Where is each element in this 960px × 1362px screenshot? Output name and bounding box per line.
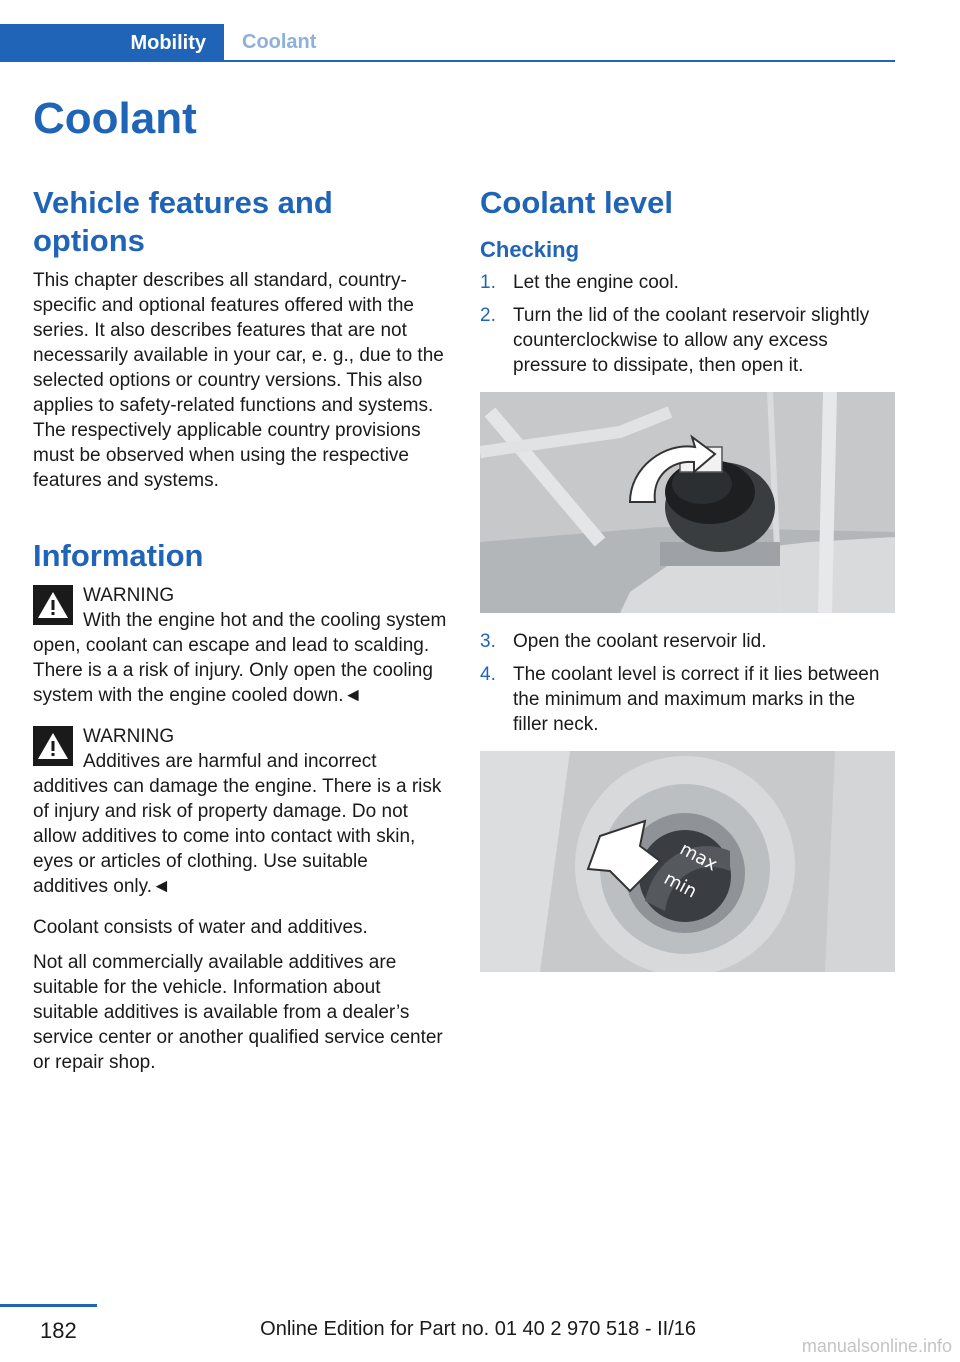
steps-list-a <box>480 270 895 378</box>
warning-text: With the engine hot and the cooling system open, coolant can escape and lead to scalding. There is a a risk of injury. Only open the cooling system with the engine cooled down.◄ <box>33 610 447 706</box>
warning-block <box>33 583 448 708</box>
filler-neck-figure <box>480 751 895 972</box>
warning-block <box>33 724 448 899</box>
section-title-vehicle-features: Vehicle features and options <box>33 185 333 258</box>
step-text: Turn the lid of the coolant reservoir slightly counterclockwise to allow any excess pressure to dissipate, then open it. <box>513 305 870 376</box>
step-number: 4. <box>480 664 496 685</box>
warning-title: WARNING <box>83 585 175 606</box>
list-item <box>480 303 895 378</box>
header-tabbar <box>0 24 895 62</box>
additives-info-text: Not all commercially available additives are suitable for the vehicle. Information about suitable additives is available from a dealer’s service center or another qualified service center or repair shop. <box>33 952 443 1073</box>
max-mark-label: max <box>676 838 721 876</box>
warning-icon <box>33 585 73 625</box>
step-text: The coolant level is correct if it lies between the minimum and maximum marks in the filler neck. <box>513 664 880 735</box>
min-mark-label: min <box>660 868 701 903</box>
list-item <box>480 270 895 295</box>
list-item <box>480 662 895 737</box>
right-column <box>480 184 895 988</box>
list-item <box>480 629 895 654</box>
edition-text: Online Edition for Part no. 01 40 2 970 518 - II/16 <box>260 1318 696 1340</box>
warning-text: Additives are harmful and incorrect additives can damage the engine. There is a risk of injury and risk of property damage. Do not allow additives to come into contact with skin, eyes or articles of clothing. Use suitable additives only.◄ <box>33 751 442 897</box>
footer-rule <box>0 1304 97 1307</box>
page-number: 182 <box>40 1318 77 1343</box>
vehicle-features-text: This chapter describes all standard, country-specific and optional features offered with the series. It also describes features that are not necessarily available in your car, e. g., due to the selected options or country versions. This also applies to safety-related functions and systems. The respectively applicable country provisions must be observed when using the respective features and systems. <box>33 270 444 491</box>
section-title-information: Information <box>33 538 204 573</box>
steps-list-b <box>480 629 895 737</box>
warning-icon <box>33 726 73 766</box>
page-title: Coolant <box>33 94 197 143</box>
step-text: Open the coolant reservoir lid. <box>513 631 767 652</box>
tab-coolant[interactable]: Coolant <box>242 30 317 53</box>
warning-title: WARNING <box>83 726 175 747</box>
step-number: 3. <box>480 631 496 652</box>
step-text: Let the engine cool. <box>513 272 679 293</box>
step-number: 1. <box>480 272 496 293</box>
coolant-composition-text: Coolant consists of water and additives. <box>33 917 368 938</box>
step-number: 2. <box>480 305 496 326</box>
watermark: manualsonline.info <box>801 1336 952 1356</box>
section-title-coolant-level: Coolant level <box>480 185 673 220</box>
subsection-title-checking: Checking <box>480 237 580 262</box>
reservoir-cap-figure <box>480 392 895 613</box>
tab-mobility[interactable]: Mobility <box>0 24 224 62</box>
left-column <box>33 184 448 1085</box>
header-rule <box>0 60 895 62</box>
